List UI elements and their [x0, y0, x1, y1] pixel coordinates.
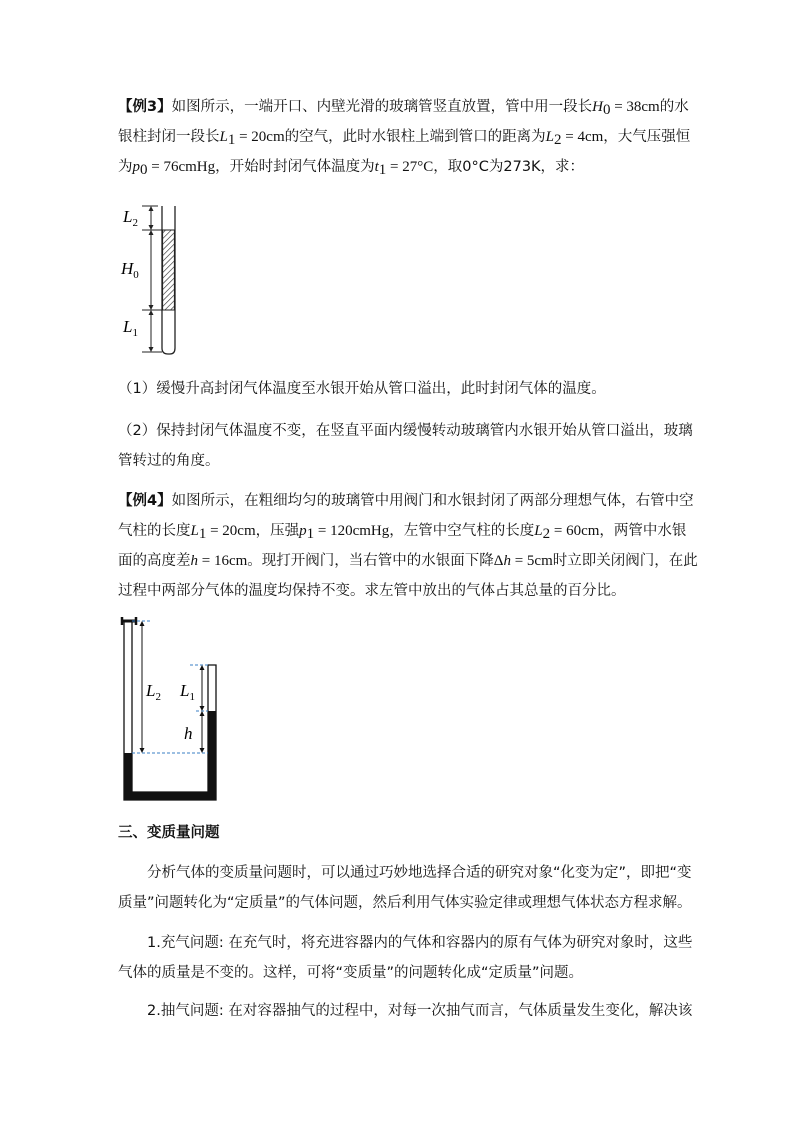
section-item-1: 1.充气问题: 在充气时，将充进容器内的气体和容器内的原有气体为研究对象时，这些 气体的质量是不变的。这样，可将“变质量”的问题转化成“定质量”问题。 [118, 935, 693, 981]
ex3-question-2: （2）保持封闭气体温度不变，在竖直平面内缓慢转动玻璃管内水银开始从管口溢出，玻璃 管转过的角度。 [118, 423, 693, 469]
fig3-label-L1: $L_1$ [123, 317, 138, 339]
section-paragraph-1: 分析气体的变质量问题时，可以通过巧妙地选择合适的研究对象“化变为定”，即把“变 质量”问题转化为“定质量”的气体问题，然后利用气体实验定律或理想气体状态方程求解。 [118, 865, 692, 911]
example-3-text [118, 92, 691, 182]
example-4-text [118, 486, 698, 606]
section-item-2: 2.抽气问题: 在对容器抽气的过程中，对每一次抽气而言，气体质量发生变化，解决该 [147, 1003, 693, 1019]
fig4-label-L2: $L_2$ [146, 681, 161, 703]
ex3-label: 【例3】 [118, 99, 172, 115]
fig3-label-L2: $L_2$ [123, 207, 138, 229]
ex3-line-1: 【例3】如图所示，一端开口、内壁光滑的玻璃管竖直放置，管中用一段长$H_0 = 38cm$的水 [118, 99, 689, 118]
section-heading: 三、变质量问题 [118, 825, 220, 841]
ex4-line-3: 面的高度差h = 16cm。现打开阀门，当右管中的水银面下降Δh = 5cm时立即关闭阀门，在此 [118, 553, 698, 569]
ex4-label: 【例4】 [118, 493, 172, 509]
ex4-line-4: 过程中两部分气体的温度均保持不变。求左管中放出的气体占其总量的百分比。 [118, 583, 626, 599]
ex4-line-2: 气柱的长度$L_1 = 20cm$，压强$p_1$ = 120cmHg，左管中空气柱的长度$L_2 = 60cm$，两管中水银 [118, 523, 687, 542]
ex3-line-3: 为$p_0$ = 76cmHg，开始时封闭气体温度为$t_1 = 27^\circ C$，取0°C为273K，求： [118, 159, 585, 178]
fig4-label-h: h [184, 724, 193, 743]
fig3-label-H0: $H_0$ [121, 259, 139, 281]
ex4-line-1: 【例4】如图所示，在粗细均匀的玻璃管中用阀门和水银封闭了两部分理想气体，右管中空 [118, 493, 694, 509]
u-tube-figure-example-4 [118, 612, 228, 804]
ex3-question-1: （1）缓慢升高封闭气体温度至水银开始从管口溢出，此时封闭气体的温度。 [118, 381, 606, 397]
ex3-line-2: 银柱封闭一段长$L_1 = 20cm$的空气，此时水银柱上端到管口的距离为$L_2 = 4cm$，大气压强恒 [118, 129, 691, 148]
mercury-column [163, 230, 175, 310]
tube-figure-example-3 [118, 198, 188, 358]
fig4-label-L1: $L_1$ [180, 681, 195, 703]
